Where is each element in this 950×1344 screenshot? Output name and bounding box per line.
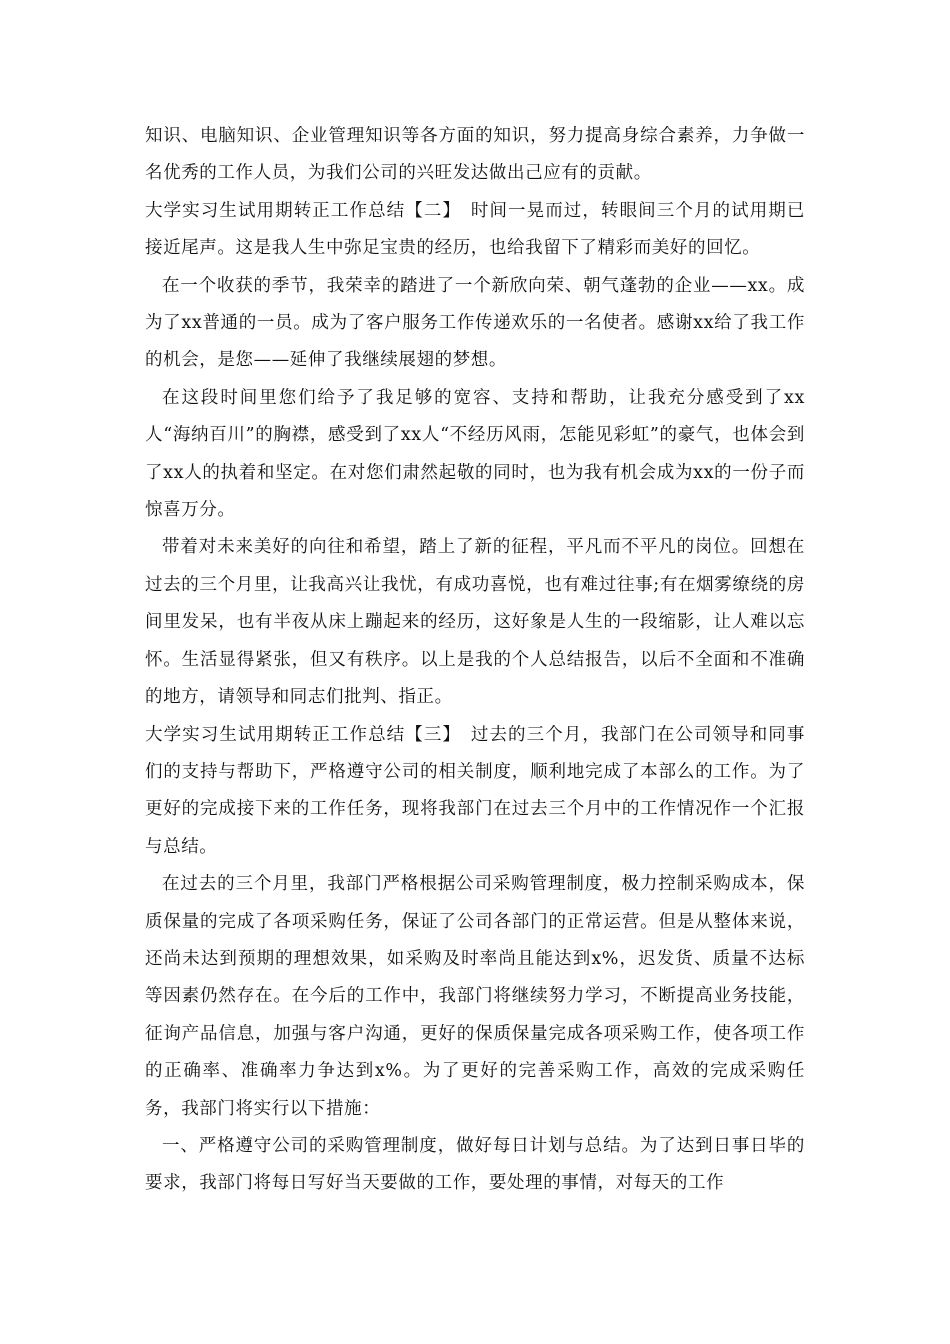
paragraph-5: 带着对未来美好的向往和希望，踏上了新的征程，平凡而不平凡的岗位。回想在过去的三个月里，让我高兴让我忧，有成功喜悦，也有难过往事;有在烟雾缭绕的房间里发呆，也有半夜从床上蹦起来的经历，这好象是人生的一段缩影，让人难以忘怀。生活显得紧张，但又有秩序。以上是我的个人总结报告，以后不全面和不准确的地方，请领导和同志们批判、指正。 bbox=[145, 537, 805, 708]
paragraph-3: 在一个收获的季节，我荣幸的踏进了一个新欣向荣、朝气蓬勃的企业——xx。成为了xx普通的一员。成为了客户服务工作传递欢乐的一名使者。感谢xx给了我工作的机会，是您——延伸了我继续展翅的梦想。 bbox=[145, 275, 805, 371]
paragraph-2: 大学实习生试用期转正工作总结【二】 时间一晃而过，转眼间三个月的试用期已接近尾声。这是我人生中弥足宝贵的经历，也给我留下了精彩而美好的回忆。 bbox=[145, 200, 805, 259]
paragraph-1: 知识、电脑知识、企业管理知识等各方面的知识，努力提高身综合素养，力争做一名优秀的工作人员，为我们公司的兴旺发达做出己应有的贡献。 bbox=[145, 126, 805, 184]
paragraph-8: 一、严格遵守公司的采购管理制度，做好每日计划与总结。为了达到日事日毕的要求，我部门将每日写好当天要做的工作，要处理的事情，对每天的工作 bbox=[145, 1135, 805, 1194]
document-body bbox=[145, 118, 805, 1203]
paragraph-6: 大学实习生试用期转正工作总结【三】 过去的三个月，我部门在公司领导和同事们的支持与帮助下，严格遵守公司的相关制度，顺利地完成了本部么的工作。为了更好的完成接下来的工作任务，现将我部门在过去三个月中的工作情况作一个汇报与总结。 bbox=[145, 724, 805, 857]
paragraph-7: 在过去的三个月里，我部门严格根据公司采购管理制度，极力控制采购成本，保质保量的完成了各项采购任务，保证了公司各部门的正常运营。但是从整体来说，还尚未达到预期的理想效果，如采购及时率尚且能达到x%，迟发货、质量不达标等因素仍然存在。在今后的工作中，我部门将继续努力学习，不断提高业务技能，征询产品信息，加强与客户沟通，更好的保质保量完成各项采购工作，使各项工作的正确率、准确率力争达到x%。为了更好的完善采购工作，高效的完成采购任务，我部门将实行以下措施： bbox=[145, 874, 805, 1119]
paragraph-4: 在这段时间里您们给予了我足够的宽容、支持和帮助，让我充分感受到了xx人“海纳百川”的胸襟，感受到了xx人“不经历风雨，怎能见彩虹”的豪气，也体会到了xx人的执着和坚定。在对您们肃然起敬的同时，也为我有机会成为xx的一份子而惊喜万分。 bbox=[145, 387, 805, 521]
